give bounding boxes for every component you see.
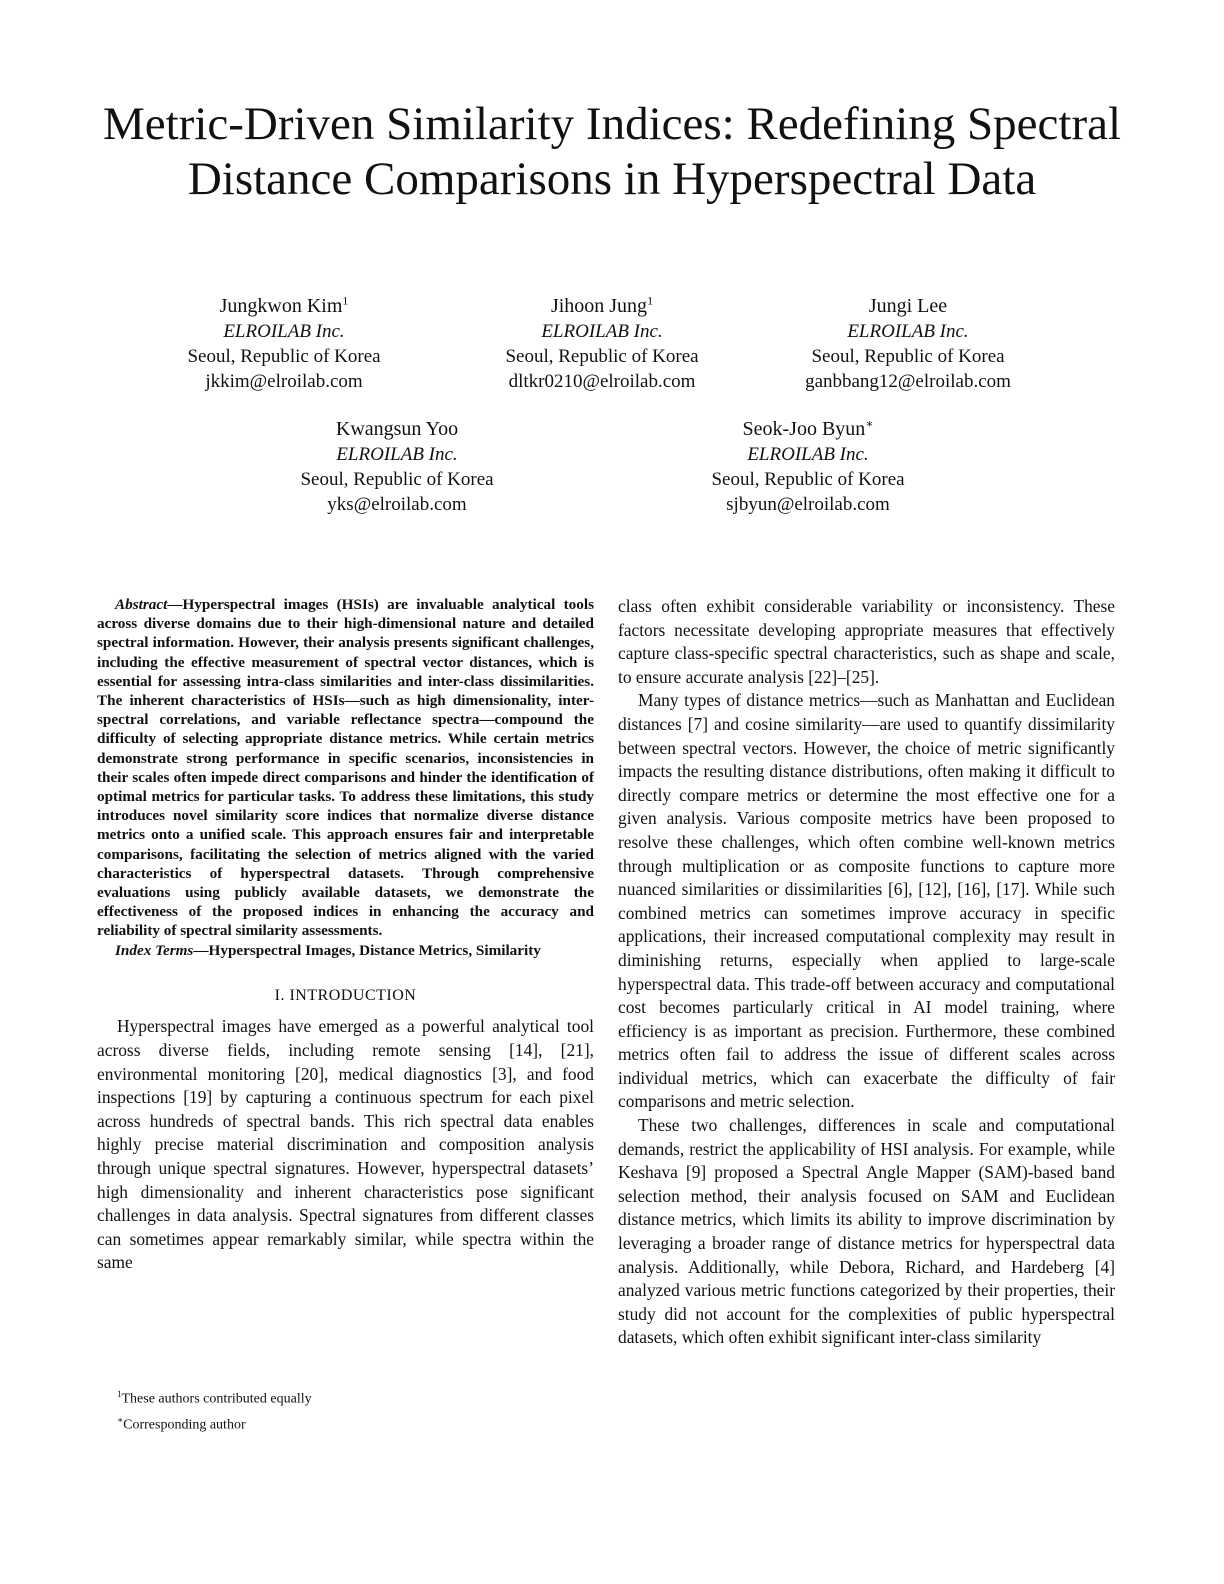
author-affiliation: ELROILAB Inc.	[847, 321, 969, 342]
author-name: Seok-Joo Byun∗	[742, 416, 874, 440]
body-paragraph: These two challenges, differences in scale and computational demands, restrict the applicability of HSI analysis. For example, while Keshava [9] proposed a Spectral Angle Mapper (SAM)-based band selection method, their analysis focused on SAM and Euclidean distance metrics, which limits its ability to improve discrimination by leveraging a broader range of distance metrics for hyperspectral data analysis. Additionally, while Debora, Richard, and Hardeberg [4] analyzed various metric functions categorized by their properties, their study did not account for the complexities of public hyperspectral datasets, which often exhibit significant inter-class similarity	[618, 1115, 1115, 1348]
author-email: jkkim@elroilab.com	[205, 371, 363, 392]
footnote: ∗Corresponding author	[117, 1414, 246, 1433]
abstract-label: Abstract	[115, 596, 168, 613]
author-name: Jungkwon Kim$^1$	[219, 293, 349, 317]
author-block	[152, 294, 416, 394]
abstract	[97, 595, 594, 941]
author-location: Seoul, Republic of Korea	[187, 346, 381, 367]
index-terms-label: Index Terms	[115, 941, 194, 959]
author-location: Seoul, Republic of Korea	[811, 346, 1005, 367]
left-column	[97, 595, 594, 1275]
author-email: ganbbang12@elroilab.com	[805, 371, 1011, 392]
author-name: Kwangsun Yoo	[335, 418, 459, 440]
author-affiliation: ELROILAB Inc.	[747, 444, 869, 465]
intro-paragraph: Hyperspectral images have emerged as a powerful analytical tool across diverse fields, including remote sensing [14], [21], environmental monitoring [20], medical diagnostics [3], and food inspections [19] by capturing a continuous spectrum for each pixel across hundreds of spectral bands. This rich spectral data enables highly precise material discrimination and composition analysis through unique spectral signatures. However, hyperspectral datasets’ high dimensionality and inherent characteristics pose significant challenges in data analysis. Spectral signatures from different classes can sometimes appear remarkably similar, while spectra within the same	[97, 1016, 594, 1273]
body-paragraph: Many types of distance metrics—such as Manhattan and Euclidean distances [7] and cosine similarity—are used to quantify dissimilarity between spectral vectors. However, the choice of metric significantly impacts the resulting distance distributions, often making it difficult to directly compare metrics or determine the most effective one for a given analysis. Various composite metrics have been proposed to resolve these challenges, which often combine well-known metrics through multiplication or as composite functions to capture more nuanced similarities or dissimilarities [6], [12], [16], [17]. While such combined metrics can sometimes improve accuracy in specific applications, their increased computational complexity may result in diminishing returns, especially when applied to large-scale hyperspectral data. This trade-off between accuracy and computational cost becomes particularly critical in AI model training, where efficiency is as important as precision. Furthermore, these combined metrics often fail to address the issue of different scales across individual metrics, which can exacerbate the difficulty of fair comparisons and metric selection.	[618, 690, 1115, 1112]
index-terms	[97, 941, 594, 960]
author-block	[776, 294, 1040, 394]
footnotes	[117, 1384, 312, 1435]
body-paragraph: class often exhibit considerable variability or inconsistency. These factors necessitate developing appropriate measures that effectively capture class-specific spectral characteristics, such as shape and scale, to ensure accurate analysis [22]–[25].	[618, 596, 1115, 687]
index-terms-text: —Hyperspectral Images, Distance Metrics, Similarity	[193, 941, 541, 959]
author-location: Seoul, Republic of Korea	[300, 469, 494, 490]
footnote: $^1$These authors contributed equally	[117, 1389, 312, 1407]
section-heading: I. INTRODUCTION	[274, 986, 417, 1004]
author-block	[470, 294, 734, 394]
paper-title: Metric-Driven Similarity Indices: Redefining Spectral Distance Comparisons in Hyperspectral Data	[102, 98, 1122, 205]
author-email: sjbyun@elroilab.com	[726, 494, 890, 515]
author-email: yks@elroilab.com	[327, 494, 467, 515]
author-location: Seoul, Republic of Korea	[711, 469, 905, 490]
author-location: Seoul, Republic of Korea	[505, 346, 699, 367]
author-name: Jungi Lee	[868, 295, 948, 317]
author-affiliation: ELROILAB Inc.	[336, 444, 458, 465]
author-affiliation: ELROILAB Inc.	[223, 321, 345, 342]
abstract-text: —Hyperspectral images (HSIs) are invaluable analytical tools across diverse domains due to their high-dimensional nature and detailed spectral information. However, their analysis presents significant challenges, including the effective measurement of spectral vector distances, which is essential for assessing intra-class similarities and inter-class dissimilarities. The inherent characteristics of HSIs—such as high dimensionality, inter-spectral correlations, and variable reflectance spectra—compound the difficulty of selecting appropriate distance metrics. While certain metrics demonstrate strong performance in specific scenarios, inconsistencies in their scales often impede direct comparisons and hinder the identification of optimal metrics for particular tasks. To address these limitations, this study introduces novel similarity score indices that normalize diverse distance metrics onto a unified scale. This approach ensures fair and interpretable comparisons, facilitating the selection of metrics aligned with the varied characteristics of hyperspectral datasets. Through comprehensive evaluations using publicly available datasets, we demonstrate the effectiveness of the proposed indices in enhancing the accuracy and reliability of spectral similarity assessments.	[97, 596, 594, 940]
author-affiliation: ELROILAB Inc.	[541, 321, 663, 342]
right-column	[618, 595, 1115, 1350]
author-block	[676, 417, 940, 517]
author-block	[265, 417, 529, 517]
author-name: Jihoon Jung$^1$	[550, 293, 654, 317]
author-email: dltkr0210@elroilab.com	[508, 371, 696, 392]
